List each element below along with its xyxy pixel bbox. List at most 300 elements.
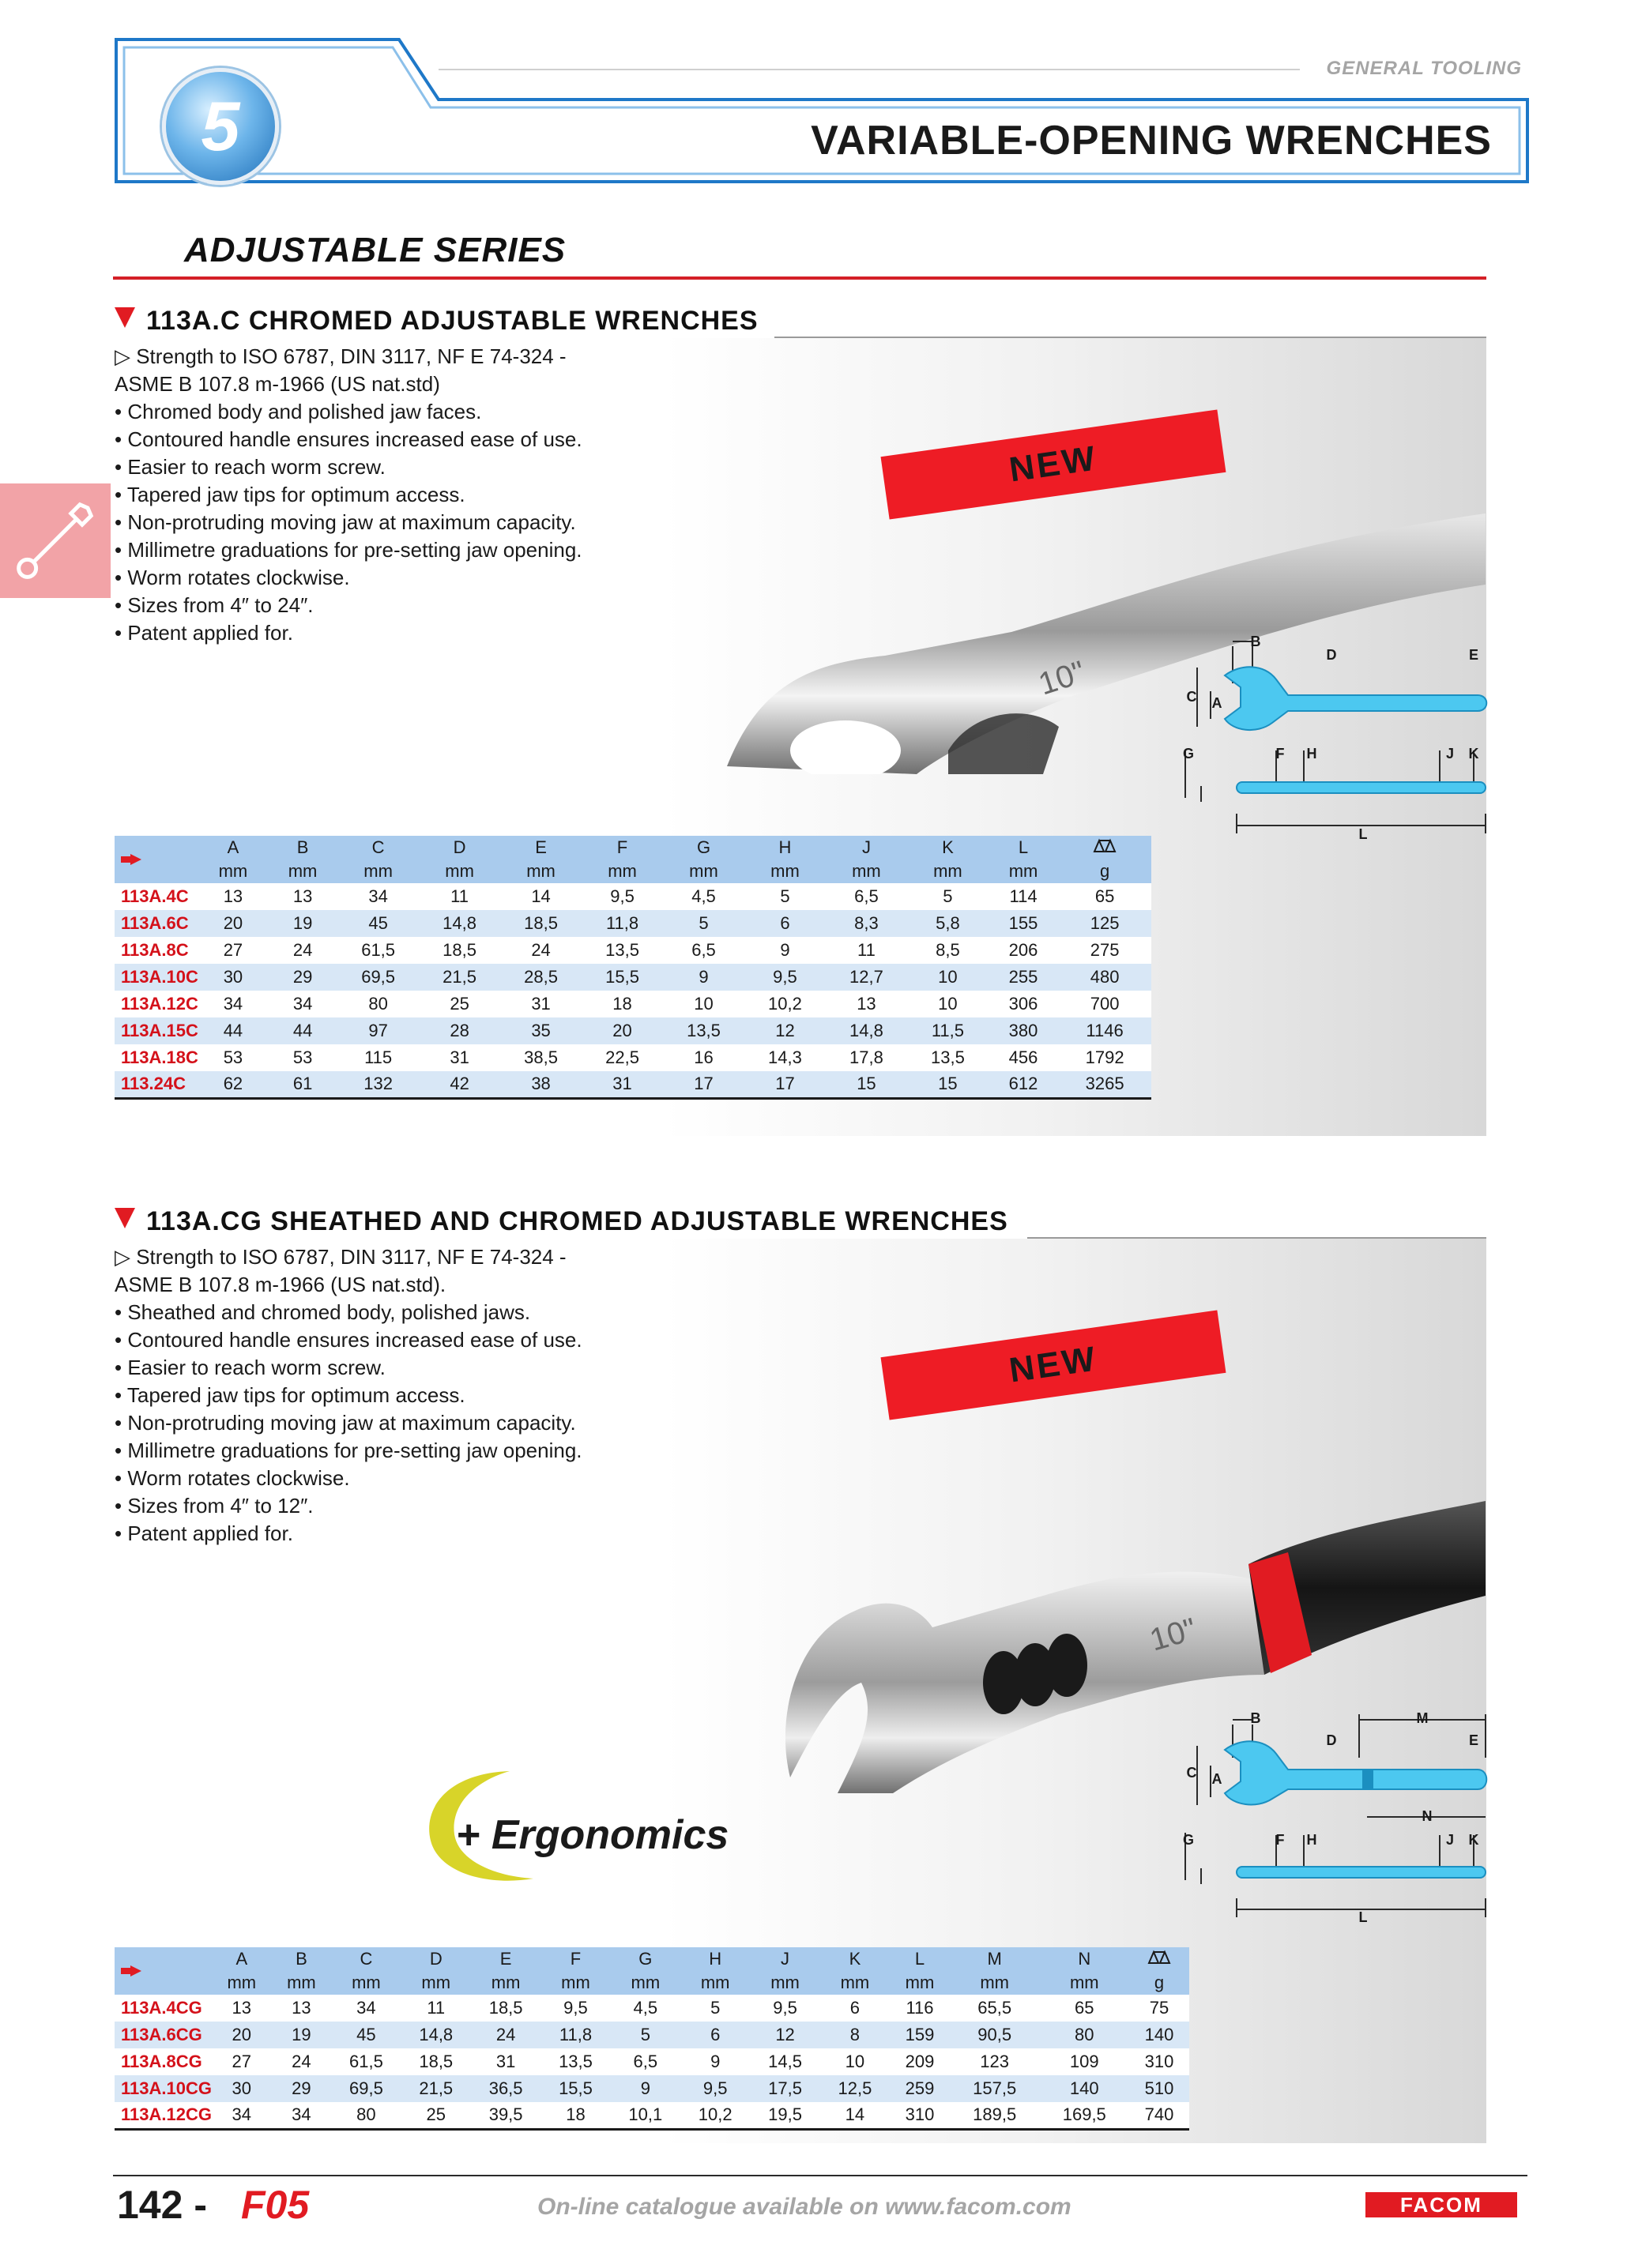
table-cell: 18 <box>612 994 632 1014</box>
page-title: VARIABLE-OPENING WRENCHES <box>811 118 1492 164</box>
unit-header: mm <box>770 861 800 881</box>
reference-cell: 113A.8C <box>121 940 189 960</box>
table-cell: 6,5 <box>854 886 879 906</box>
table-cell: 22,5 <box>605 1047 639 1067</box>
table-cell: 5 <box>640 2025 650 2044</box>
table-cell: 17,8 <box>849 1047 883 1067</box>
reference-cell: 113.24C <box>121 1074 186 1094</box>
table-cell: 8,5 <box>936 940 960 960</box>
dim-label: A <box>1211 695 1222 711</box>
weight-icon <box>1058 836 1151 859</box>
spec-table <box>115 836 1151 1100</box>
table-cell: 5,8 <box>936 913 960 933</box>
column-header: M <box>987 1949 1002 1969</box>
table-cell: 8 <box>849 2025 861 2044</box>
dim-label: C <box>1186 1765 1197 1781</box>
table-cell: 480 <box>1090 967 1120 987</box>
column-header: D <box>429 1949 443 1969</box>
dim-label: G <box>1182 746 1195 762</box>
table-cell: 6,5 <box>633 2052 658 2071</box>
ergonomics-logo <box>415 1762 794 1888</box>
unit-header: mm <box>700 1973 730 1992</box>
table-cell: 10 <box>938 994 958 1014</box>
unit-header: mm <box>491 1973 521 1992</box>
table-cell: 13 <box>292 1998 311 2018</box>
table-cell: 456 <box>1008 1047 1038 1067</box>
feature-line: ASME B 107.8 m-1966 (US nat.std). <box>115 1273 446 1296</box>
table-cell: 20 <box>232 2025 252 2044</box>
reference-cell: 113A.4C <box>121 886 189 906</box>
table-cell: 38,5 <box>524 1047 558 1067</box>
table-cell: 31 <box>450 1047 469 1067</box>
table-cell: 12,5 <box>838 2078 872 2098</box>
table-cell: 17 <box>775 1074 795 1094</box>
table-cell: 61,5 <box>361 940 396 960</box>
dim-label: H <box>1306 746 1317 762</box>
table-cell: 1792 <box>1085 1047 1124 1067</box>
dim-label: K <box>1468 1832 1479 1848</box>
column-header: H <box>709 1949 722 1969</box>
table-cell: 13,5 <box>687 1021 721 1040</box>
feature-line: ASME B 107.8 m-1966 (US nat.std) <box>115 372 440 396</box>
dim-label: J <box>1445 1832 1455 1848</box>
table-cell: 14 <box>531 886 551 906</box>
table-row <box>115 1044 1151 1071</box>
feature-line: • Easier to reach worm screw. <box>115 455 386 479</box>
table-cell: 5 <box>780 886 790 906</box>
unit-header: mm <box>445 861 474 881</box>
table-cell: 18,5 <box>524 913 558 933</box>
table-cell: 69,5 <box>348 2078 383 2098</box>
table-cell: 30 <box>223 967 243 987</box>
unit-header: mm <box>218 861 248 881</box>
column-header: F <box>570 1949 582 1969</box>
table-cell: 114 <box>1009 886 1038 906</box>
table-cell: 75 <box>1149 1998 1169 2018</box>
reference-cell: 113A.8CG <box>121 2052 202 2071</box>
table-row <box>115 2048 1189 2075</box>
reference-cell: 113A.10CG <box>121 2078 212 2098</box>
table-cell: 6 <box>780 913 790 933</box>
table-cell: 80 <box>368 994 388 1014</box>
column-header: E <box>499 1949 512 1969</box>
table-cell: 62 <box>223 1074 243 1094</box>
table-row <box>115 964 1151 991</box>
table-cell: 44 <box>223 1021 243 1040</box>
table-row <box>115 883 1151 910</box>
table-cell: 4,5 <box>691 886 716 906</box>
table-cell: 61,5 <box>348 2052 383 2071</box>
table-cell: 31 <box>531 994 551 1014</box>
column-header: L <box>914 1949 925 1969</box>
table-cell: 34 <box>232 2104 252 2125</box>
series-divider <box>113 276 1486 280</box>
unit-header: mm <box>421 1973 451 1992</box>
feature-line: • Worm rotates clockwise. <box>115 1466 350 1490</box>
catalogue-link[interactable]: On-line catalogue available on www.facom.com <box>537 2194 1071 2220</box>
column-header: B <box>296 837 309 857</box>
table-cell: 25 <box>450 994 469 1014</box>
table-cell: 5 <box>943 886 953 906</box>
table-cell: 9 <box>640 2078 650 2098</box>
table-cell: 15,5 <box>605 967 639 987</box>
table-cell: 189,5 <box>973 2104 1017 2125</box>
dim-label: G <box>1182 1832 1195 1848</box>
table-cell: 11,8 <box>559 2025 593 2044</box>
table-cell: 34 <box>356 1998 376 2018</box>
dim-label: E <box>1468 647 1479 663</box>
product-1-title: 113A.C CHROMED ADJUSTABLE WRENCHES <box>115 306 759 337</box>
table-cell: 39,5 <box>488 2104 523 2125</box>
chapter-side-tab <box>0 483 111 598</box>
dim-label: H <box>1306 1832 1317 1848</box>
facom-logo <box>1365 2192 1517 2217</box>
table-cell: 45 <box>356 2025 376 2044</box>
table-cell: 15 <box>857 1074 876 1094</box>
product-2-title-rule <box>1027 1237 1486 1239</box>
column-header: C <box>371 837 385 857</box>
footer-divider <box>113 2175 1527 2176</box>
dim-label: F <box>1275 1832 1285 1848</box>
feature-line: • Patent applied for. <box>115 621 293 645</box>
table-cell: 34 <box>223 994 243 1014</box>
column-header: G <box>638 1949 653 1969</box>
feature-line: • Easier to reach worm screw. <box>115 1356 386 1379</box>
new-badge: NEW <box>881 1310 1226 1420</box>
table-cell: 9,5 <box>773 1998 797 2018</box>
table-cell: 65 <box>1075 1998 1094 2018</box>
table-cell: 380 <box>1008 1021 1038 1040</box>
table-cell: 21,5 <box>443 967 476 987</box>
dim-label: B <box>1250 634 1261 649</box>
table-cell: 11,8 <box>605 913 639 933</box>
unit-header: mm <box>227 1973 257 1992</box>
table-cell: 740 <box>1144 2104 1174 2125</box>
table-cell: 69,5 <box>361 967 396 987</box>
table-cell: 125 <box>1090 913 1120 933</box>
table-cell: 209 <box>905 2052 935 2071</box>
unit-header: mm <box>631 1973 661 1992</box>
table-cell: 13 <box>223 886 243 906</box>
wrench-marking: 10" <box>1146 1612 1200 1658</box>
reference-cell: 113A.6C <box>121 913 189 933</box>
table-cell: 19,5 <box>768 2104 802 2125</box>
column-header: J <box>781 1949 790 1969</box>
feature-line: • Sheathed and chromed body, polished jaws. <box>115 1300 531 1324</box>
reference-icon <box>115 836 198 883</box>
table-cell: 123 <box>980 2052 1010 2071</box>
feature-line: • Millimetre graduations for pre-setting jaw opening. <box>115 538 582 562</box>
table-cell: 10,2 <box>768 994 802 1014</box>
table-cell: 306 <box>1008 994 1038 1014</box>
table-cell: 5 <box>699 913 709 933</box>
chapter-number: 5 <box>201 87 240 165</box>
dim-label: B <box>1250 1710 1261 1726</box>
table-cell: 19 <box>292 913 313 933</box>
unit-header: mm <box>1008 861 1038 881</box>
table-cell: 9 <box>780 940 790 960</box>
table-cell: 9 <box>710 2052 721 2071</box>
table-cell: 11 <box>857 940 876 960</box>
dim-label: E <box>1468 1732 1479 1748</box>
table-cell: 15,5 <box>559 2078 593 2098</box>
table-cell: 14,5 <box>768 2052 802 2071</box>
unit-header: mm <box>689 861 718 881</box>
table-cell: 310 <box>1144 2052 1174 2071</box>
column-header: A <box>235 1949 248 1969</box>
table-cell: 36,5 <box>488 2078 523 2098</box>
table-cell: 31 <box>495 2052 516 2071</box>
table-cell: 3265 <box>1085 1074 1124 1094</box>
unit-header: mm <box>852 861 881 881</box>
dim-label: D <box>1326 1732 1337 1748</box>
product-1-features <box>115 343 582 647</box>
table-cell: 35 <box>531 1021 551 1040</box>
column-header: J <box>861 837 871 857</box>
table-cell: 17,5 <box>768 2078 802 2098</box>
table-cell: 14,8 <box>419 2025 454 2044</box>
dim-label: L <box>1358 1909 1368 1924</box>
table-row <box>115 2102 1189 2129</box>
table-cell: 90,5 <box>977 2025 1012 2044</box>
table-cell: 159 <box>905 2025 935 2044</box>
unit-header: mm <box>287 1973 316 1992</box>
unit-header: mm <box>1069 1973 1099 1992</box>
feature-line: • Sizes from 4″ to 12″. <box>115 1494 314 1518</box>
product-2-title: 113A.CG SHEATHED AND CHROMED ADJUSTABLE WRENCHES <box>115 1206 1008 1237</box>
table-cell: 29 <box>292 967 313 987</box>
column-header: G <box>696 837 711 857</box>
table-cell: 13,5 <box>559 2052 593 2071</box>
product-2-features <box>115 1243 582 1548</box>
table-row <box>115 910 1151 937</box>
table-cell: 12 <box>775 1021 795 1040</box>
table-cell: 6,5 <box>691 940 716 960</box>
table-cell: 10 <box>938 967 958 987</box>
dim-label: C <box>1186 689 1197 705</box>
unit-header: mm <box>905 1973 935 1992</box>
chapter-badge-icon <box>162 68 279 185</box>
column-header: L <box>1018 837 1029 857</box>
table-cell: 14,8 <box>849 1021 883 1040</box>
table-cell: 24 <box>495 2025 516 2044</box>
dimension-diagram <box>1177 632 1493 841</box>
table-cell: 31 <box>612 1074 632 1094</box>
table-cell: 18,5 <box>443 940 476 960</box>
feature-line: • Contoured handle ensures increased ease of use. <box>115 427 582 451</box>
product-1-title-rule <box>774 337 1486 338</box>
table-cell: 14,8 <box>443 913 476 933</box>
feature-line: • Non-protruding moving jaw at maximum capacity. <box>115 510 576 534</box>
unit-header: mm <box>288 861 318 881</box>
dim-label: J <box>1445 746 1455 762</box>
table-cell: 140 <box>1069 2078 1099 2098</box>
table-cell: 10 <box>845 2052 865 2071</box>
table-cell: 275 <box>1090 940 1120 960</box>
table-cell: 24 <box>292 940 313 960</box>
unit-header: mm <box>526 861 555 881</box>
table-cell: 700 <box>1090 994 1120 1014</box>
feature-line: • Tapered jaw tips for optimum access. <box>115 483 465 506</box>
column-header: K <box>849 1949 861 1969</box>
table-cell: 310 <box>905 2104 935 2125</box>
table-cell: 9 <box>699 967 709 987</box>
feature-line: ▷ Strength to ISO 6787, DIN 3117, NF E 74-324 - <box>115 344 567 368</box>
table-cell: 29 <box>292 2078 311 2098</box>
table-cell: 80 <box>356 2104 376 2125</box>
table-cell: 510 <box>1144 2078 1174 2098</box>
unit-header: g <box>1154 1973 1165 1992</box>
column-header: E <box>535 837 547 857</box>
table-cell: 18 <box>566 2104 586 2125</box>
dimension-diagram <box>1177 1710 1493 1924</box>
table-cell: 115 <box>364 1047 393 1067</box>
table-cell: 11 <box>427 1998 446 2018</box>
table-cell: 19 <box>292 2025 311 2044</box>
wrench-tab-icon <box>0 483 111 598</box>
ergonomics-label: + Ergonomics <box>456 1812 729 1858</box>
table-cell: 109 <box>1069 2052 1099 2071</box>
table-cell: 97 <box>368 1021 388 1040</box>
reference-cell: 113A.18C <box>121 1047 198 1067</box>
table-cell: 9,5 <box>773 967 797 987</box>
table-cell: 30 <box>232 2078 252 2098</box>
table-cell: 255 <box>1008 967 1038 987</box>
table-cell: 132 <box>363 1074 393 1094</box>
unit-header: mm <box>840 1973 870 1992</box>
unit-header: mm <box>561 1973 590 1992</box>
page-code: F05 <box>241 2183 310 2227</box>
reference-cell: 113A.10C <box>121 967 198 987</box>
table-cell: 13,5 <box>930 1047 965 1067</box>
table-cell: 61 <box>292 1074 313 1094</box>
table-cell: 5 <box>710 1998 721 2018</box>
unit-header: g <box>1099 861 1110 881</box>
unit-header: mm <box>352 1973 381 1992</box>
table-cell: 16 <box>694 1047 714 1067</box>
table-row <box>115 1995 1189 2022</box>
table-cell: 10,2 <box>698 2104 732 2125</box>
feature-line: • Sizes from 4″ to 24″. <box>115 593 314 617</box>
table-cell: 10 <box>694 994 714 1014</box>
table-cell: 206 <box>1008 940 1038 960</box>
table-cell: 15 <box>938 1074 958 1094</box>
dim-label: F <box>1275 746 1285 762</box>
column-header: D <box>453 837 466 857</box>
series-title: ADJUSTABLE SERIES <box>184 231 567 269</box>
table-cell: 25 <box>426 2104 446 2125</box>
table-cell: 65 <box>1094 886 1115 906</box>
table-cell: 24 <box>292 2052 311 2071</box>
table-cell: 34 <box>292 2104 311 2125</box>
table-cell: 13 <box>232 1998 252 2018</box>
table-cell: 12,7 <box>849 967 883 987</box>
spec-table <box>115 1947 1189 2131</box>
table-cell: 11 <box>450 886 469 906</box>
table-cell: 612 <box>1008 1074 1038 1094</box>
feature-line: • Millimetre graduations for pre-setting jaw opening. <box>115 1439 582 1462</box>
triangle-icon <box>115 1208 135 1228</box>
table-cell: 157,5 <box>973 2078 1017 2098</box>
table-cell: 12 <box>775 2025 795 2044</box>
feature-line: • Patent applied for. <box>115 1521 293 1545</box>
table-cell: 6 <box>849 1998 861 2018</box>
feature-line: • Tapered jaw tips for optimum access. <box>115 1383 465 1407</box>
column-header: N <box>1078 1949 1091 1969</box>
table-cell: 6 <box>710 2025 721 2044</box>
reference-icon <box>115 1947 212 1995</box>
table-cell: 140 <box>1144 2025 1174 2044</box>
logo-text: FACOM <box>1400 2192 1482 2217</box>
table-cell: 28,5 <box>524 967 558 987</box>
triangle-icon <box>115 307 135 328</box>
table-cell: 34 <box>292 994 313 1014</box>
table-cell: 53 <box>292 1047 313 1067</box>
table-cell: 42 <box>450 1074 469 1094</box>
page-number: 142 - <box>117 2183 207 2227</box>
section-label: GENERAL TOOLING <box>1326 58 1522 79</box>
dim-label: N <box>1422 1808 1433 1824</box>
table-row <box>115 991 1151 1017</box>
reference-cell: 113A.12C <box>121 994 198 1014</box>
table-row <box>115 1071 1151 1098</box>
table-cell: 13,5 <box>605 940 639 960</box>
table-cell: 13 <box>857 994 876 1014</box>
table-row <box>115 2075 1189 2102</box>
table-cell: 259 <box>905 2078 935 2098</box>
table-cell: 44 <box>292 1021 313 1040</box>
table-cell: 4,5 <box>633 1998 658 2018</box>
unit-header: mm <box>770 1973 800 1992</box>
feature-line: • Non-protruding moving jaw at maximum capacity. <box>115 1411 576 1435</box>
dim-label: A <box>1211 1771 1222 1787</box>
table-cell: 45 <box>368 913 388 933</box>
dim-label: M <box>1416 1710 1429 1726</box>
table-cell: 34 <box>368 886 388 906</box>
feature-line: • Contoured handle ensures increased ease of use. <box>115 1328 582 1352</box>
table-cell: 9,5 <box>610 886 635 906</box>
feature-line: ▷ Strength to ISO 6787, DIN 3117, NF E 74-324 - <box>115 1245 567 1269</box>
table-cell: 18,5 <box>488 1998 523 2018</box>
table-row <box>115 937 1151 964</box>
table-cell: 10,1 <box>628 2104 663 2125</box>
table-cell: 1146 <box>1086 1021 1124 1040</box>
unit-header: mm <box>933 861 962 881</box>
table-cell: 14 <box>845 2104 865 2125</box>
table-cell: 17 <box>694 1074 714 1094</box>
table-cell: 20 <box>223 913 243 933</box>
column-header: F <box>616 837 628 857</box>
table-cell: 14,3 <box>768 1047 802 1067</box>
reference-cell: 113A.12CG <box>121 2104 212 2125</box>
table-cell: 53 <box>223 1047 243 1067</box>
table-cell: 11,5 <box>931 1021 964 1040</box>
table-cell: 80 <box>1075 2025 1094 2044</box>
table-cell: 8,3 <box>854 913 879 933</box>
table-cell: 155 <box>1008 913 1038 933</box>
column-header: H <box>778 837 792 857</box>
reference-cell: 113A.4CG <box>121 1998 202 2018</box>
dim-label: L <box>1358 826 1368 841</box>
table-cell: 24 <box>531 940 551 960</box>
unit-header: mm <box>608 861 637 881</box>
unit-header: mm <box>980 1973 1009 1992</box>
table-cell: 27 <box>223 940 243 960</box>
table-cell: 116 <box>906 1998 934 2018</box>
table-cell: 13 <box>292 886 313 906</box>
dim-label: K <box>1468 746 1479 762</box>
table-row <box>115 1017 1151 1044</box>
